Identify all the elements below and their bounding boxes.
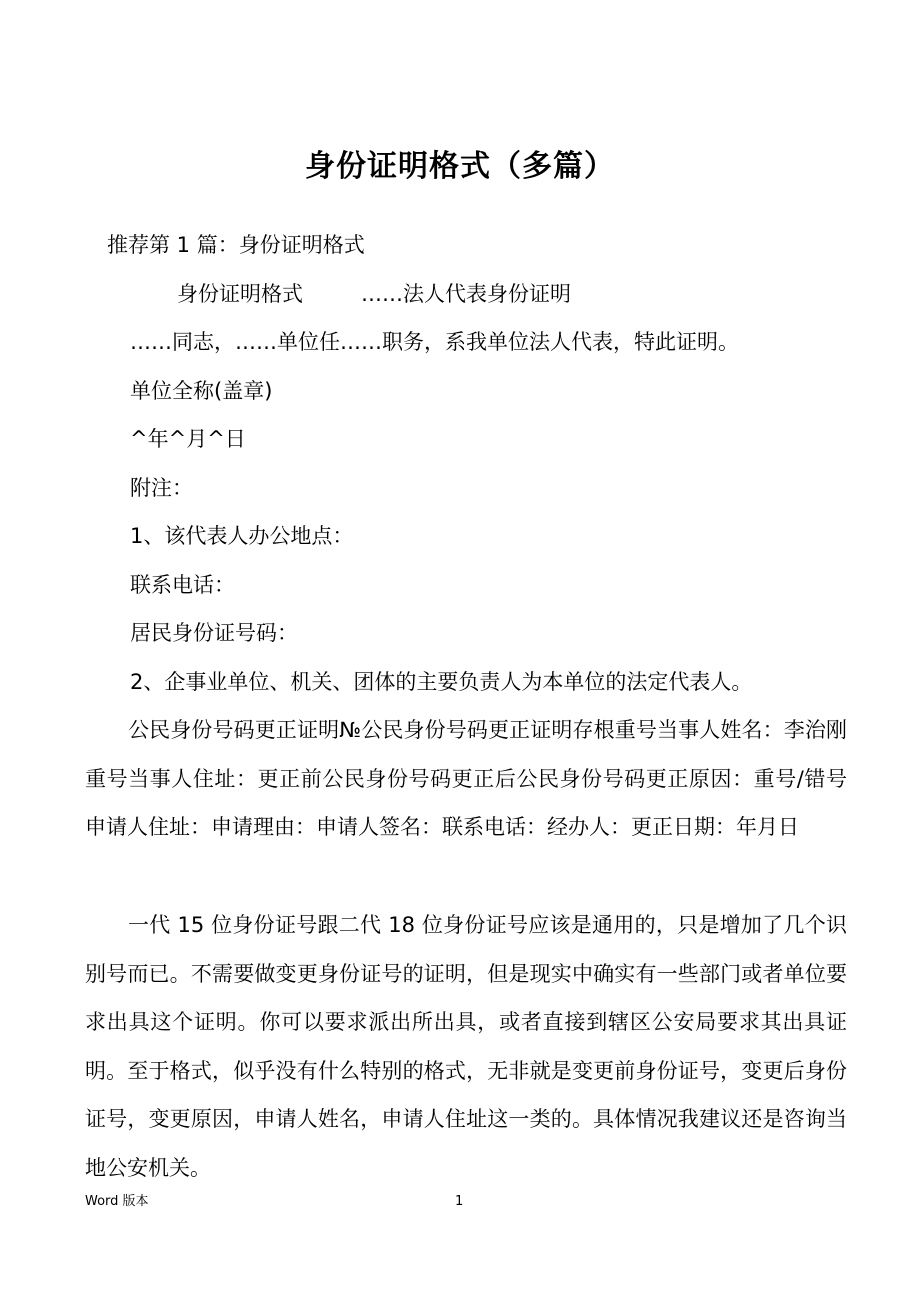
body-line-office: 1、该代表人办公地点： [130,524,354,548]
paragraph-explanation: 一代 15 位身份证号跟二代 18 位身份证号应该是通用的，只是增加了几个识别号而已。不需要做变更身份证号的证明，但是现实中确实有一些部门或者单位要求出具这个证明。你可以要求派出所出具，或者直接到辖区公安局要求其出具证明。至于格式，似乎没有什么特别的格式，无非就是变更前身份证号，变更后身份证号，变更原因，申请人姓名，申请人住址这一类的。具体情况我建议还是咨询当地公安机关。 [85,913,847,1180]
subheading: 推荐第 1 篇：身份证明格式 [107,233,365,257]
body-line-phone: 联系电话： [130,573,235,597]
page-number: 1 [455,1194,464,1209]
body-line-legal-rep: 2、企事业单位、机关、团体的主要负责人为本单位的法定代表人。 [130,670,753,694]
paragraph-correction: 公民身份号码更正证明№公民身份号码更正证明存根重号当事人姓名：李治刚重号当事人住址：更正前公民身份号码更正后公民身份号码更正原因：重号/错号申请人住址：申请理由：申请人签名：联系电话：经办人：更正日期：年月日 [85,718,847,839]
footer-label: Word 版本 [85,1194,149,1209]
body-line-id-number: 居民身份证号码： [130,621,298,645]
body-line-certificate: ……同志，……单位任……职务，系我单位法人代表，特此证明。 [130,330,739,354]
heading-left: 身份证明格式 [177,282,303,306]
body-line-note: 附注： [130,476,193,500]
body-line-unit-name: 单位全称(盖章) [130,379,273,403]
body-line-date: ^年^月^日 [130,427,246,451]
heading-right: ……法人代表身份证明 [361,282,571,306]
document-title: 身份证明格式（多篇） [305,149,615,184]
